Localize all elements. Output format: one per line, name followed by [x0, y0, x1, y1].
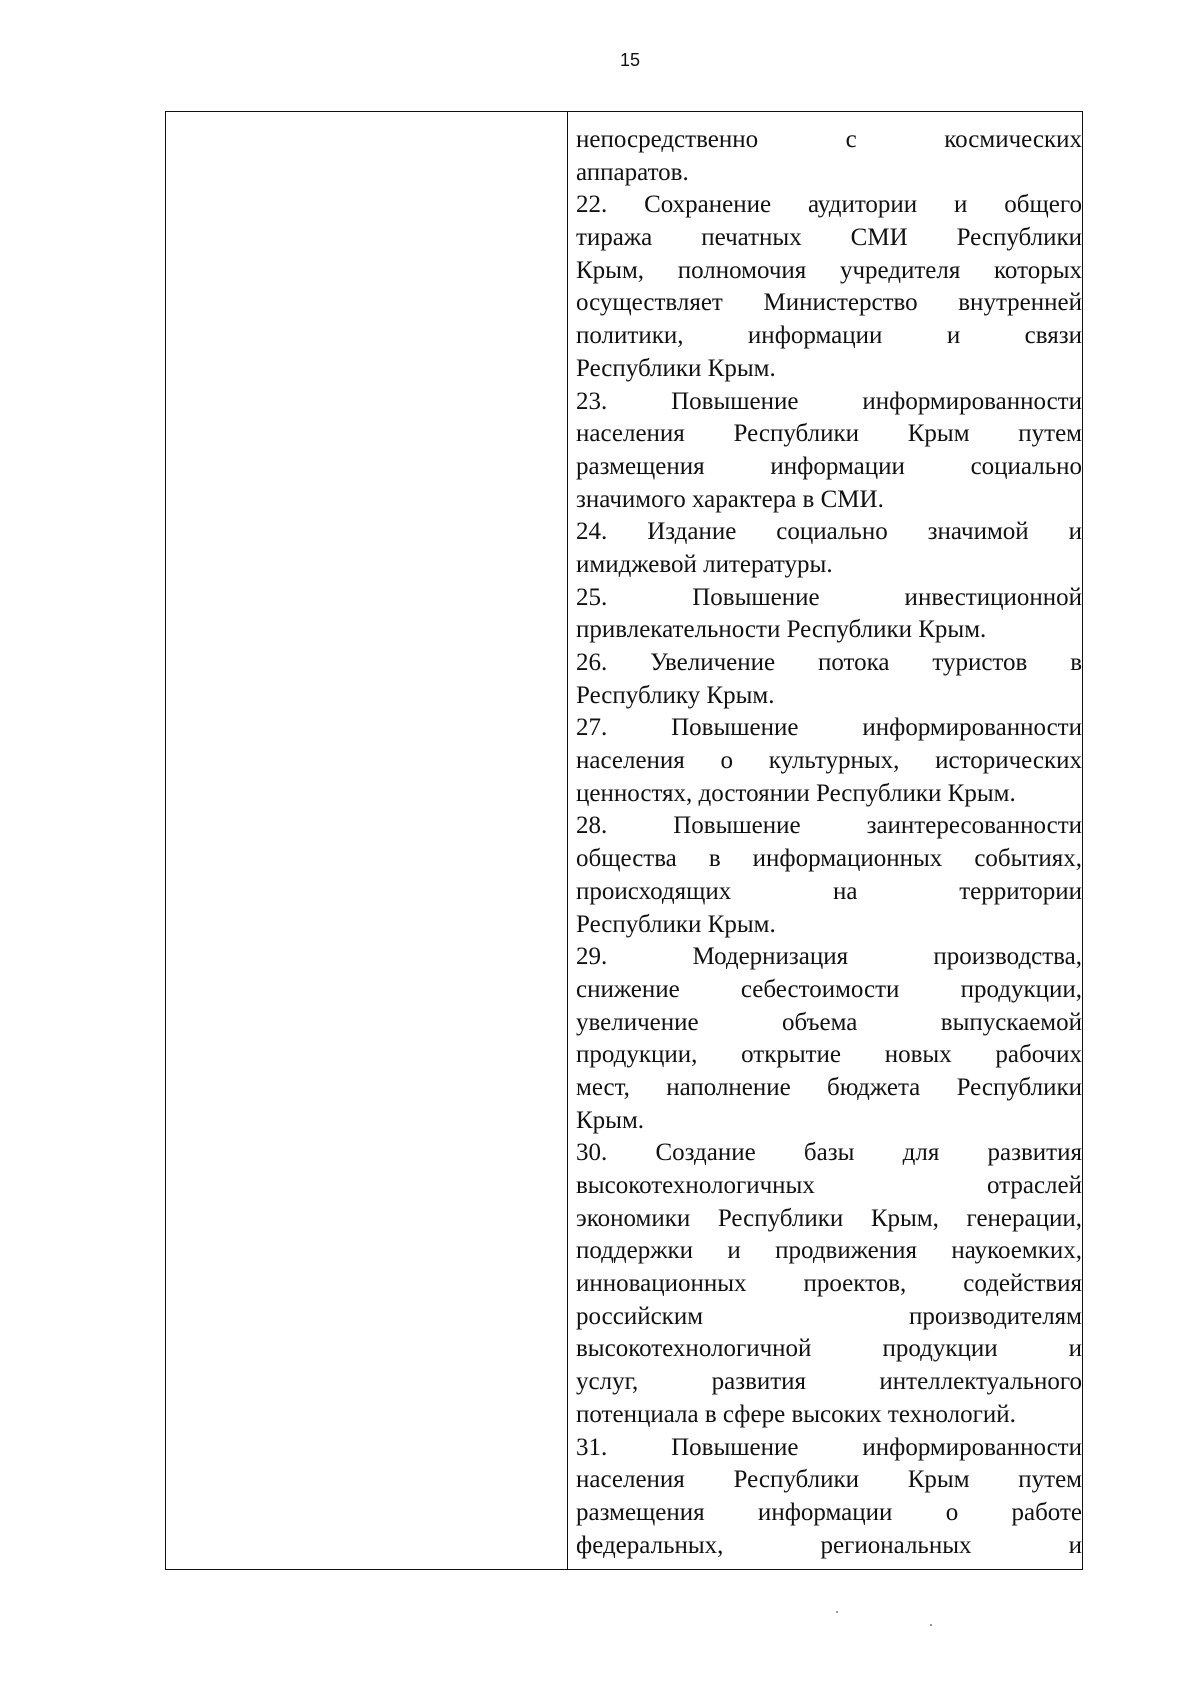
text-line: 27. Повышение информированности — [576, 714, 1082, 742]
text-line: федеральных, региональных и — [576, 1531, 1082, 1559]
text-line: непосредственно с космических — [576, 126, 1082, 153]
text-line: населения Республики Крым путем — [576, 420, 1082, 448]
text-line: 25. Повышение инвестиционной — [576, 583, 1082, 611]
text-line: аппаратов. — [576, 158, 689, 186]
text-line: 28. Повышение заинтересованности — [576, 812, 1082, 840]
text-line: высокотехнологичных отраслей — [576, 1172, 1082, 1199]
text-line: увеличение объема выпускаемой — [576, 1008, 1082, 1036]
text-line: услуг, развития интеллектуального — [576, 1368, 1082, 1396]
text-line: экономики Республики Крым, генерации, — [576, 1204, 1082, 1232]
text-line: Крым. — [576, 1106, 645, 1134]
document-table — [165, 111, 1083, 1570]
text-line: имиджевой литературы. — [576, 550, 833, 578]
text-line: 23. Повышение информированности — [576, 387, 1082, 415]
scan-speck — [836, 1611, 838, 1613]
text-line: высокотехнологичной продукции и — [576, 1335, 1082, 1363]
text-line: размещения информации социально — [576, 452, 1082, 480]
text-line: населения о культурных, исторических — [576, 747, 1082, 775]
text-line: Республику Крым. — [576, 681, 775, 709]
table-right-cell — [568, 112, 1082, 1569]
text-line: ценностях, достоянии Республики Крым. — [576, 779, 1016, 807]
text-line: Республики Крым. — [576, 354, 776, 382]
text-line: осуществляет Министерство внутренней — [576, 289, 1082, 317]
text-line: размещения информации о работе — [576, 1498, 1082, 1526]
text-line: привлекательности Республики Крым. — [576, 616, 987, 644]
text-line: значимого характера в СМИ. — [576, 485, 884, 513]
text-line: инновационных проектов, содействия — [576, 1270, 1082, 1298]
text-line: поддержки и продвижения наукоемких, — [576, 1237, 1082, 1265]
text-line: 30. Создание базы для развития — [576, 1139, 1082, 1167]
text-line: снижение себестоимости продукции, — [576, 975, 1082, 1003]
text-line: населения Республики Крым путем — [576, 1466, 1082, 1494]
table-left-cell — [166, 112, 568, 1569]
text-line: 29. Модернизация производства, — [576, 943, 1082, 971]
text-line: общества в информационных событиях, — [576, 845, 1082, 873]
text-line: 31. Повышение информированности — [576, 1433, 1082, 1461]
text-line: продукции, открытие новых рабочих — [576, 1041, 1082, 1069]
text-line: мест, наполнение бюджета Республики — [576, 1073, 1082, 1101]
text-line: тиража печатных СМИ Республики — [576, 224, 1082, 252]
text-line: политики, информации и связи — [576, 322, 1082, 350]
text-line: российским производителям — [576, 1302, 1082, 1330]
text-line: 22. Сохранение аудитории и общего — [576, 191, 1082, 219]
text-line: происходящих на территории — [576, 877, 1082, 905]
text-line: 24. Издание социально значимой и — [576, 518, 1082, 546]
text-line: 26. Увеличение потока туристов в — [576, 649, 1082, 676]
scan-speck — [930, 1624, 932, 1626]
text-line: Крым, полномочия учредителя которых — [576, 256, 1082, 284]
page-number: 15 — [619, 50, 641, 70]
text-line: потенциала в сфере высоких технологий. — [576, 1400, 1016, 1428]
text-line: Республики Крым. — [576, 910, 776, 938]
